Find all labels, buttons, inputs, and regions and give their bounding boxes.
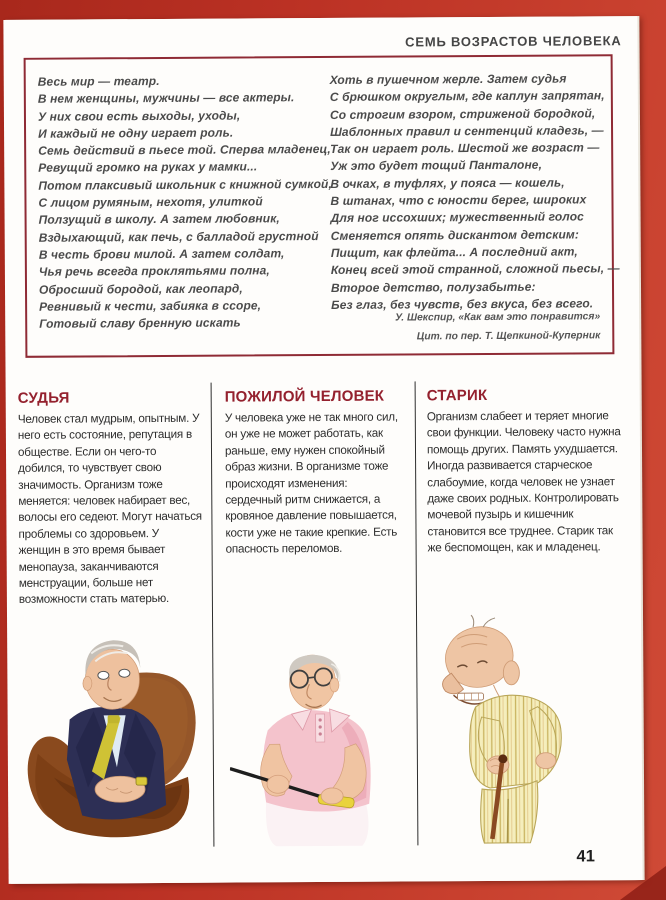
judge-head: [83, 640, 141, 709]
poem-line: В честь брови милой. А затем солдат,: [38, 246, 285, 262]
elderly-head: [289, 655, 340, 709]
poem-line: У них свои есть выходы, уходы,: [37, 108, 241, 124]
poem-line: С брюшком округлым, где каплун запрятан,: [329, 88, 605, 105]
judge-body: [67, 707, 167, 820]
page-number: 41: [576, 847, 595, 866]
cover-corner-fold: [620, 866, 666, 900]
book-page: [3, 16, 642, 884]
poem-line: Шаблонных правил и сентенций кладезь, —: [330, 123, 604, 139]
poem-line: Потом плаксивый школьник с книжной сумкой,: [38, 176, 332, 193]
poem-line: Вздыхающий, как печь, с балладой грустной: [38, 228, 319, 245]
poem-line: В штанах, что с юности берег, широких: [330, 192, 587, 209]
poem-line: Ревнивый к чести, забияка в ссоре,: [39, 298, 262, 314]
section-judge-text: Человек стал мудрым, опытным. У него есть состояние, репутация в обществе. Если он чего-то добился, то чувствует свою значимость. Организм тоже меняется: человек набирает вес, волосы его седеют. Могут начаться проблемы со здоровьем. У женщин в это время бывает менопауза, заканчиваются менструации, больше нет возможности стать матерью.: [17, 411, 202, 607]
poem-line: В очках, в туфлях, у пояса — кошель,: [330, 175, 565, 191]
judge-in-armchair-illustration: [23, 627, 204, 846]
poem-line: Второе детство, полузабытье:: [330, 279, 536, 295]
poem-column-right: [330, 70, 620, 314]
poem-line: Готовый славу бренную искать: [39, 315, 241, 331]
section-oldman: [427, 386, 626, 557]
attribution-author: У. Шекспир, «Как вам это понравится»: [395, 311, 601, 324]
poem-line: В нем женщины, мужчины — все актеры.: [37, 90, 295, 107]
poem-line: Хоть в пушечном жерле. Затем судья: [329, 71, 567, 87]
poem-line: Без глаз, без чувств, без вкуса, без всего.: [331, 296, 594, 312]
section-oldman-title: СТАРИК: [426, 386, 488, 405]
oldman-head: [439, 615, 520, 705]
poem-line: Семь действий в пьесе той. Сперва младенец,: [38, 142, 331, 158]
poem-line: Со строгим взором, стриженой бородкой,: [329, 105, 596, 122]
attribution-translator: Цит. по пер. Т. Щепкиной-Куперник: [416, 330, 601, 343]
poem-column-left: [38, 72, 333, 333]
poem-line: Уж это будет тощий Панталоне,: [330, 158, 543, 174]
elderly-body: [230, 709, 372, 847]
poem-line: Пищит, как флейта... А последний акт,: [330, 244, 578, 260]
poem-attribution: [395, 307, 600, 346]
poem-line: Ревущий громко на руках у мамки...: [38, 159, 258, 176]
section-judge: [18, 389, 203, 609]
poem-quote-box: [24, 54, 620, 358]
poem-line: Чья речь всегда проклятьями полна,: [38, 263, 270, 279]
poem-line: Для ног иссохших; мужественный голос: [330, 209, 584, 226]
section-judge-title: СУДЬЯ: [17, 389, 70, 407]
poem-line: Ползущий в школу. А затем любовник,: [38, 211, 280, 228]
poem-line: И каждый не одну играет роль.: [38, 125, 234, 141]
poem-line: Весь мир — театр.: [37, 73, 160, 89]
section-elderly: [225, 388, 406, 559]
page-title: СЕМЬ ВОЗРАСТОВ ЧЕЛОВЕКА: [405, 33, 622, 50]
old-man-with-cane-illustration: [417, 608, 594, 849]
section-oldman-text: Организм слабеет и теряет многие свои функции. Человеку часто нужна помощь других. Память ухудшается. Иногда развивается старческое слабоумие, когда человек не узнает даже своих родных. Контролировать мочевой пузырь и кишечник становится все труднее. Старик так же беспомощен, как и младенец.: [426, 409, 621, 555]
poem-line: Так он играет роль. Шестой же возраст —: [330, 140, 600, 157]
oldman-body: [469, 695, 562, 843]
elderly-man-with-fishing-rod-illustration: [229, 648, 400, 849]
poem-line: Обросший бородой, как леопард,: [38, 281, 243, 297]
poem-line: С лицом румяным, нехотя, улиткой: [38, 194, 263, 210]
column-divider-1: [211, 383, 215, 847]
section-elderly-title: ПОЖИЛОЙ ЧЕЛОВЕК: [224, 387, 385, 406]
section-elderly-text: У человека уже не так много сил, он уже не может работать, как раньше, ему нужен спокойный образ жизни. В организме тоже происходят изменения: сердечный ритм снижается, а кровяное давление повышается, кости уже не такие крепкие. Есть опасность переломов.: [224, 410, 398, 556]
poem-line: Конец всей этой странной, сложной пьесы, —: [330, 261, 620, 278]
poem-line: Сменяется опять дискантом детским:: [330, 227, 579, 243]
